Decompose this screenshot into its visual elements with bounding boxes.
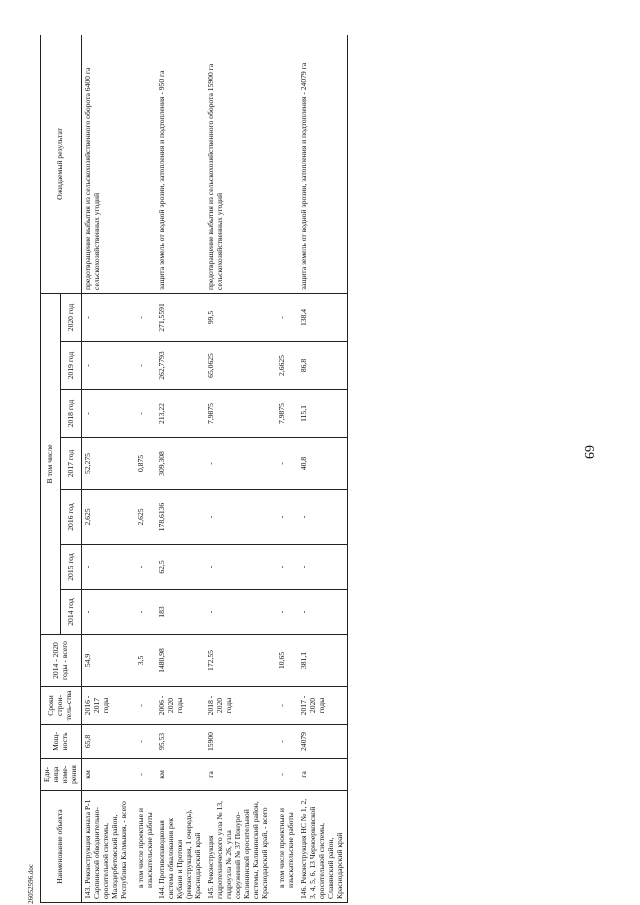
cell-2019: 262,7793 bbox=[156, 342, 205, 390]
cell-2020: 271,5591 bbox=[156, 293, 205, 341]
cell-2020: - bbox=[131, 293, 157, 341]
cell-2018: 7,9875 bbox=[272, 390, 298, 438]
cell-2015: - bbox=[81, 545, 130, 590]
cell-capacity: 15900 bbox=[205, 725, 272, 759]
header-terms: Сроки строи-тель-ства bbox=[41, 687, 82, 725]
cell-name: в том числе проектные и изыскательские работы bbox=[131, 791, 157, 903]
cell-2016: - bbox=[298, 490, 347, 545]
cell-terms: 2018 - 2020 годы bbox=[205, 687, 272, 725]
cell-2019: 86,8 bbox=[298, 342, 347, 390]
header-year-2015: 2015 год bbox=[61, 545, 81, 590]
cell-2017: - bbox=[205, 438, 272, 490]
cell-2014: - bbox=[205, 590, 272, 635]
table-row bbox=[205, 35, 272, 903]
header-capacity: Мощ-ность bbox=[41, 725, 82, 759]
rotated-table-container bbox=[40, 35, 570, 903]
cell-unit: га bbox=[298, 759, 347, 791]
header-unit: Еди-ница изме-рения bbox=[41, 759, 82, 791]
cell-2014: - bbox=[81, 590, 130, 635]
cell-2019: - bbox=[81, 342, 130, 390]
cell-total: 3,5 bbox=[131, 635, 157, 687]
cell-capacity: 24079 bbox=[298, 725, 347, 759]
cell-name: 146. Реконструкция НС № 1, 2, 3, 4, 5, 6, 13 Черноерковской оросительной системы, Славянский район, Краснодарский край bbox=[298, 791, 347, 903]
header-in-that: В том числе bbox=[41, 293, 61, 634]
cell-2015: - bbox=[205, 545, 272, 590]
cell-unit: км bbox=[156, 759, 205, 791]
cell-2018: 213,22 bbox=[156, 390, 205, 438]
investment-table bbox=[40, 35, 348, 903]
cell-2017: - bbox=[272, 438, 298, 490]
cell-result bbox=[131, 35, 157, 293]
page-number: 69 bbox=[581, 445, 596, 459]
table-row bbox=[298, 35, 347, 903]
cell-2014: - bbox=[272, 590, 298, 635]
cell-total: 54,9 bbox=[81, 635, 130, 687]
cell-capacity: - bbox=[272, 725, 298, 759]
cell-capacity: 65,8 bbox=[81, 725, 130, 759]
cell-2016: 2,625 bbox=[81, 490, 130, 545]
cell-2017: 309,308 bbox=[156, 438, 205, 490]
table-row bbox=[131, 35, 157, 903]
cell-terms: - bbox=[131, 687, 157, 725]
cell-2017: 52,275 bbox=[81, 438, 130, 490]
cell-unit: га bbox=[205, 759, 272, 791]
cell-total: 381,1 bbox=[298, 635, 347, 687]
cell-capacity: 95,53 bbox=[156, 725, 205, 759]
table-row bbox=[81, 35, 130, 903]
cell-2020: - bbox=[81, 293, 130, 341]
cell-2018: 7,9875 bbox=[205, 390, 272, 438]
cell-result bbox=[272, 35, 298, 293]
cell-terms: 2017 - 2020 годы bbox=[298, 687, 347, 725]
cell-name: 144. Противопаводковая система обвалования рек Кубани и Протоки (реконструкция, 1 очередь), Краснодарский край bbox=[156, 791, 205, 903]
header-year-2014: 2014 год bbox=[61, 590, 81, 635]
cell-terms: 2016 - 2017 годы bbox=[81, 687, 130, 725]
cell-capacity: - bbox=[131, 725, 157, 759]
cell-result: защита земель от водной эрозии, затопления и подтопления - 24079 га bbox=[298, 35, 347, 293]
cell-2019: 65,0625 bbox=[205, 342, 272, 390]
cell-unit: - bbox=[272, 759, 298, 791]
cell-2018: - bbox=[131, 390, 157, 438]
cell-2019: - bbox=[131, 342, 157, 390]
cell-2017: 40,8 bbox=[298, 438, 347, 490]
header-year-2018: 2018 год bbox=[61, 390, 81, 438]
cell-total: 1480,98 bbox=[156, 635, 205, 687]
cell-total: 172,55 bbox=[205, 635, 272, 687]
cell-2015: - bbox=[131, 545, 157, 590]
header-year-2017: 2017 год bbox=[61, 438, 81, 490]
cell-terms: - bbox=[272, 687, 298, 725]
cell-2016: - bbox=[205, 490, 272, 545]
cell-2017: 0,875 bbox=[131, 438, 157, 490]
cell-name: в том числе проектные и изыскательские работы bbox=[272, 791, 298, 903]
cell-2018: 115,1 bbox=[298, 390, 347, 438]
cell-2014: - bbox=[298, 590, 347, 635]
header-total: 2014 - 2020 годы - всего bbox=[41, 635, 82, 687]
table-row bbox=[272, 35, 298, 903]
cell-unit: - bbox=[131, 759, 157, 791]
cell-2018: - bbox=[81, 390, 130, 438]
cell-result: предотвращение выбытия из сельскохозяйственного оборота 6400 га сельскохозяйственных угодий bbox=[81, 35, 130, 293]
cell-unit: км bbox=[81, 759, 130, 791]
cell-2016: 178,6136 bbox=[156, 490, 205, 545]
header-name: Наименование объекта bbox=[41, 791, 82, 903]
cell-2014: - bbox=[131, 590, 157, 635]
header-year-2016: 2016 год bbox=[61, 490, 81, 545]
cell-2015: 62,5 bbox=[156, 545, 205, 590]
cell-name: 143. Реконструкция канала Р-1 Сарпинской обводнительно-оросительной системы, Малодербетовский район, Республика Калмыкия, - всего bbox=[81, 791, 130, 903]
cell-2020: 99,5 bbox=[205, 293, 272, 341]
table-region bbox=[40, 35, 570, 903]
cell-2020: - bbox=[272, 293, 298, 341]
table-row bbox=[156, 35, 205, 903]
header-year-2019: 2019 год bbox=[61, 342, 81, 390]
header-row-1 bbox=[41, 35, 61, 903]
header-year-2020: 2020 год bbox=[61, 293, 81, 341]
cell-total: 10,65 bbox=[272, 635, 298, 687]
table-body bbox=[81, 35, 347, 903]
cell-2016: 2,625 bbox=[131, 490, 157, 545]
header-result: Ожидаемый результат bbox=[41, 35, 82, 293]
cell-2020: 138,4 bbox=[298, 293, 347, 341]
cell-result: защита земель от водной эрозии, затопления и подтопления - 950 га bbox=[156, 35, 205, 293]
footer-filename: 26052596.doc bbox=[27, 864, 35, 904]
cell-result: предотвращение выбытия из сельскохозяйственного оборота 15900 га сельскохозяйственных угодий bbox=[205, 35, 272, 293]
cell-terms: 2006 - 2020 годы bbox=[156, 687, 205, 725]
cell-name: 145. Реконструкция гидротехнического узла № 13, гидроузла № 26, узла сооружений № 37 Понуро-Калининской оросительной системы, Калининский район, Краснодарский край, - всего bbox=[205, 791, 272, 903]
cell-2015: - bbox=[298, 545, 347, 590]
cell-2015: - bbox=[272, 545, 298, 590]
cell-2016: - bbox=[272, 490, 298, 545]
cell-2014: 183 bbox=[156, 590, 205, 635]
cell-2019: 2,6625 bbox=[272, 342, 298, 390]
